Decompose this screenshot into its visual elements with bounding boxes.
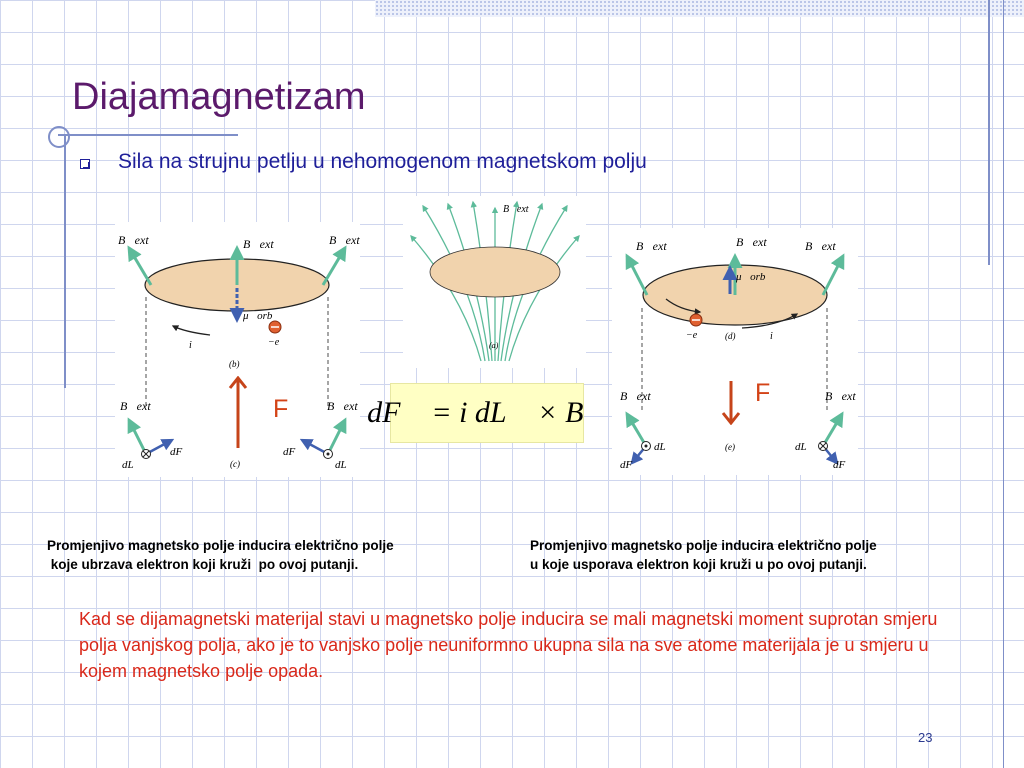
- b-ext-label: B⃗ext: [118, 233, 149, 247]
- b-ext-label: B⃗ext: [503, 204, 529, 215]
- force-label-left: F: [273, 395, 289, 423]
- dL-label: dL: [795, 441, 807, 453]
- figure-center-field: [403, 196, 586, 368]
- b-ext-label: B⃗ext: [327, 399, 358, 413]
- dF-label: dF: [170, 446, 183, 458]
- b-ext-label: B⃗ext: [620, 389, 651, 403]
- current-label: i: [189, 340, 192, 351]
- panel-c-label: (c): [230, 459, 240, 469]
- dF-label: dF: [833, 459, 846, 471]
- force-formula: dF⃗ = i dL⃗ × B⃗: [390, 383, 584, 443]
- b-ext-label: B⃗ext: [736, 235, 767, 249]
- decor-line-left: [64, 136, 66, 388]
- panel-d-label: (d): [725, 331, 736, 341]
- decor-circle: [48, 126, 70, 148]
- caption-left-line2: koje ubrzava elektron koji kruži po ovoj putanji.: [47, 557, 359, 572]
- force-up-arrow-icon: [228, 376, 248, 448]
- title-underline: [58, 134, 238, 136]
- b-ext-label: B⃗ext: [825, 389, 856, 403]
- dF-label: dF: [620, 459, 633, 471]
- caption-left-line1: Promjenjivo magnetsko polje inducira električno polje: [47, 538, 394, 553]
- b-ext-label: B⃗ext: [805, 239, 836, 253]
- electron-label: −e: [268, 337, 280, 348]
- dL-label: dL: [335, 459, 347, 471]
- b-ext-label: B⃗ext: [636, 239, 667, 253]
- caption-right-line1: Promjenjivo magnetsko polje inducira električno polje: [530, 538, 877, 553]
- caption-left: [47, 536, 394, 574]
- panel-a-label: (a): [489, 341, 499, 350]
- bullet-text: Sila na strujnu petlju u nehomogenom magnetskom polju: [118, 150, 647, 173]
- dL-label: dL: [122, 459, 134, 471]
- explanation-paragraph: Kad se dijamagnetski materijal stavi u magnetsko polje inducira se mali magnetski moment suprotan smjeru polja vanjskog polja, ako je to vanjsko polje neuniformno ukupna sila na sve atome materijala je u smjeru u kojem magnetsko polje opada.: [79, 609, 938, 681]
- b-ext-label: B⃗ext: [120, 399, 151, 413]
- electron-label: −e: [686, 330, 698, 341]
- panel-e-label: (e): [725, 442, 735, 452]
- decor-line-right: [988, 0, 990, 265]
- b-ext-vector: [323, 248, 345, 285]
- force-down-arrow-icon: [721, 381, 741, 425]
- page-number: 23: [918, 730, 933, 745]
- force-label-right: F: [755, 379, 771, 407]
- b-ext-label: B⃗ext: [243, 237, 274, 251]
- loop-disk: [430, 247, 560, 297]
- current-direction-arrow: [173, 326, 210, 335]
- header-decoration-band: [375, 0, 1024, 17]
- dL-label: dL: [654, 441, 666, 453]
- mu-orb-label: μ⃗orb: [736, 271, 766, 283]
- figure-right-loop: [612, 228, 858, 475]
- caption-right-line2: u koje usporava elektron koji kruži u po ovoj putanji.: [530, 557, 867, 572]
- mu-orb-label: μ⃗orb: [243, 310, 273, 322]
- decor-line-right-thin: [1003, 0, 1004, 768]
- caption-right: [530, 536, 877, 574]
- panel-b-label: (b): [229, 359, 240, 369]
- current-label: i: [770, 331, 773, 342]
- slide-title: Diajamagnetizam: [72, 76, 366, 118]
- dF-label: dF: [283, 446, 296, 458]
- checkbox-bullet-icon: [80, 159, 90, 169]
- b-ext-label: B⃗ext: [329, 233, 360, 247]
- b-ext-vector: [129, 248, 151, 285]
